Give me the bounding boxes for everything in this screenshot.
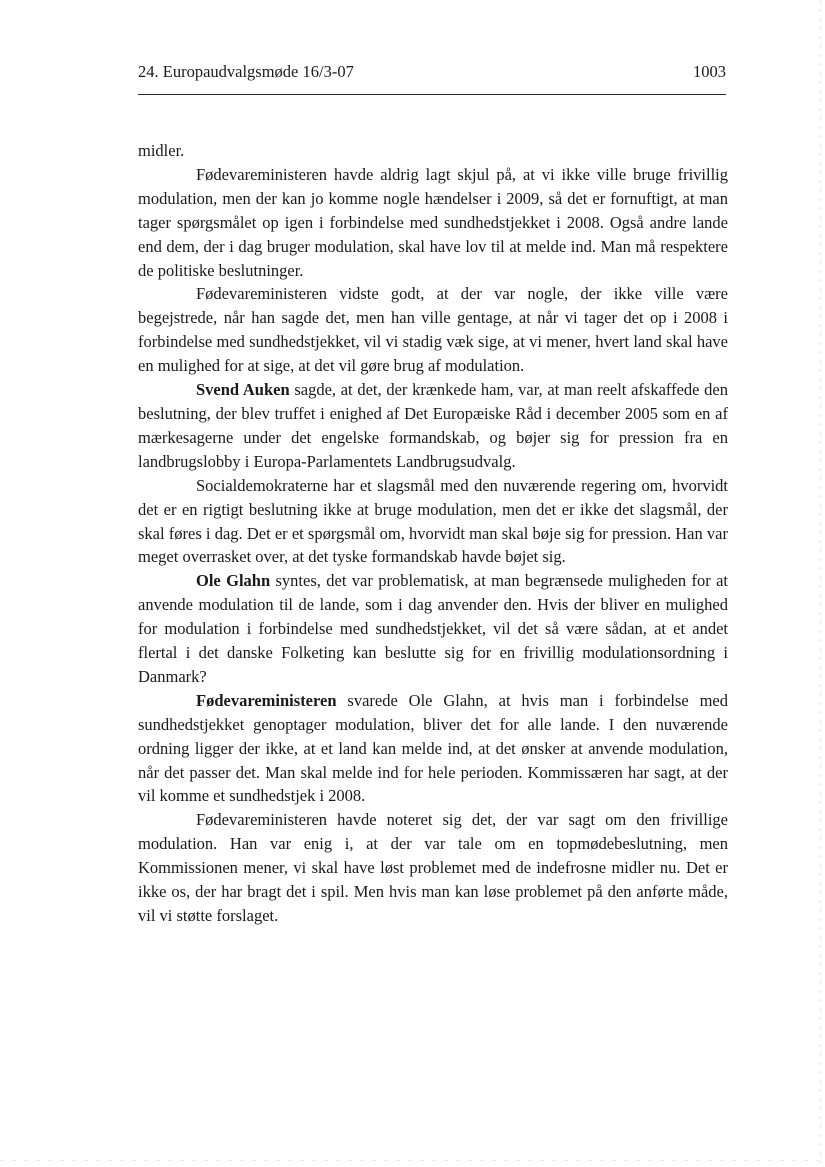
paragraph-text: syntes, det var problematisk, at man begrænsede muligheden for at anvende modulation til de lande, som i dag anvender den. Hvis der bliver en mulighed for modulation i forbindelse med sundhedstjekket, vil det så være sådan, at et andet flertal i det danske Folketing kan beslutte sig for en frivillig modulationsordning i Danmark? — [138, 571, 728, 686]
paragraph — [138, 808, 728, 928]
paragraph-text: midler. — [138, 141, 185, 160]
paragraph-text: Fødevareministeren vidste godt, at der var nogle, der ikke ville være begejstrede, når han sagde det, men han ville gentage, at når vi tager det op i 2008 i forbindelse med sundhedstjekket, vil vi stadig væk sige, at vi mener, hvert land skal have en mulighed for at sige, at det vil gøre brug af modulation. — [138, 284, 728, 376]
document-body — [138, 139, 728, 928]
paragraph — [138, 163, 728, 283]
paragraph — [138, 569, 728, 689]
paragraph — [138, 378, 728, 474]
page-header — [138, 60, 726, 95]
paragraph — [138, 474, 728, 570]
paragraph-continuation — [138, 139, 728, 163]
scan-bottom-artifact — [0, 1160, 825, 1161]
paragraph — [138, 689, 728, 809]
speaker-name: Svend Auken — [196, 380, 290, 400]
paragraph-text: svarede Ole Glahn, at hvis man i forbindelse med sundhedstjekket genoptager modulation, bliver det for alle lande. I den nuværende ordning ligger der ikke, at et land kan melde ind, at det ønsker at anvende modulation, når det passer det. Man skal melde ind for hele perioden. Kommissæren har sagt, at der vil komme et sundhedstjek i 2008. — [138, 690, 728, 806]
speaker-name: Fødevareministeren — [196, 690, 337, 710]
paragraph-text: Fødevareministeren havde noteret sig det, der var sagt om den frivillige modulation. Han var enig i, at der var tale om en topmødebeslutning, men Kommissionen mener, vi skal have løst problemet med de indefrosne midler nu. Det er ikke os, der har bragt det i spil. Men hvis man kan løse problemet på den anførte måde, vil vi støtte forslaget. — [138, 810, 728, 925]
scan-edge-artifact — [820, 0, 821, 1167]
paragraph-text: sagde, at det, der krænkede ham, var, at man reelt afskaffede den beslutning, der blev truffet i enighed af Det Europæiske Råd i december 2005 som en af mærkesagerne under det engelske formandskab, og bøjer sig for pression fra en landbrugslobby i Europa-Parlamentets Landbrugsudvalg. — [138, 380, 728, 471]
header-title: 24. Europaudvalgsmøde 16/3-07 — [138, 62, 354, 81]
paragraph-text: Fødevareministeren havde aldrig lagt skjul på, at vi ikke ville bruge frivillig modulation, men der kan jo komme nogle hændelser i 2009, så det er fornuftigt, at man tager spørgsmålet op igen i forbindelse med sundhedstjekket i 2008. Også andre lande end dem, der i dag bruger modulation, skal have lov til at melde ind. Man må respektere de politiske beslutninger. — [138, 164, 728, 280]
page-number: 1003 — [693, 62, 726, 81]
paragraph-text: Socialdemokraterne har et slagsmål med den nuværende regering om, hvorvidt det er en rigtigt beslutning ikke at bruge modulation, men det er ikke det slagsmål, der skal føres i dag. Det er et spørgsmål om, hvorvidt man skal bøje sig for pression. Han var meget overrasket over, at det tyske formandskab havde bøjet sig. — [138, 475, 728, 567]
speaker-name: Ole Glahn — [196, 571, 271, 591]
paragraph — [138, 282, 728, 378]
